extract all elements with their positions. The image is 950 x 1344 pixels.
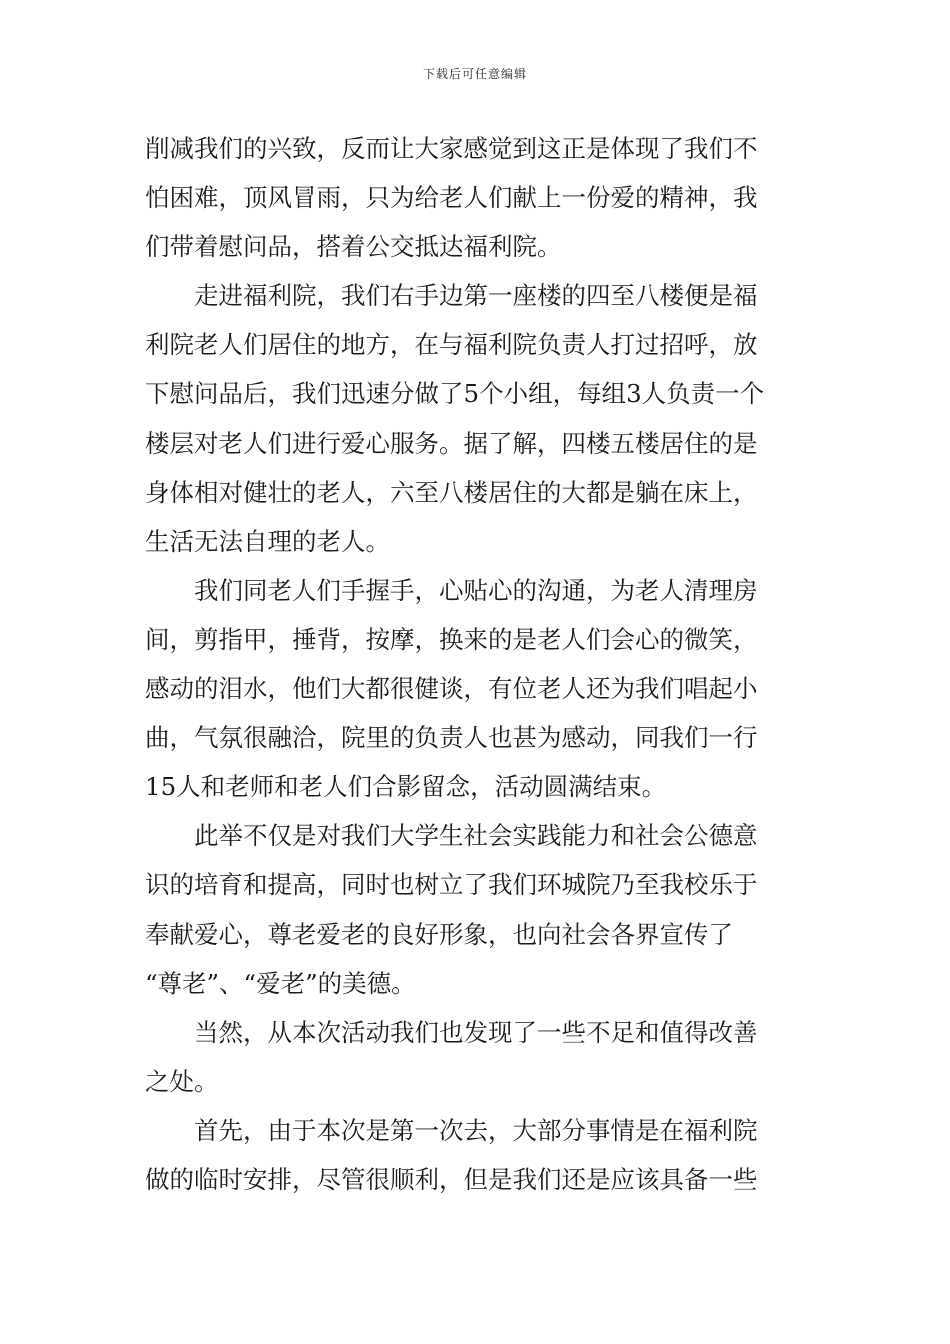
text-line: 们带着慰问品，搭着公交抵达福利院。 [145,232,562,262]
text-line: 感动的泪水，他们大都很健谈，有位老人还为我们唱起小 [145,674,758,704]
text-line: 此举不仅是对我们大学生社会实践能力和社会公德意 [194,821,758,851]
text-line: 之处。 [145,1066,219,1096]
text-line: “尊老”、“爱老”的美德。 [145,968,416,998]
paragraph [145,1008,810,1106]
paragraph [145,1106,810,1204]
text-line: 楼层对老人们进行爱心服务。据了解，四楼五楼居住的是 [145,428,758,458]
text-line: 当然，从本次活动我们也发现了一些不足和值得改善 [194,1017,758,1047]
text-line: 做的临时安排，尽管很顺利，但是我们还是应该具备一些 [145,1164,758,1194]
paragraph [145,271,810,566]
text-line: 15人和老师和老人们合影留念，活动圆满结束。 [145,772,667,802]
paragraph [145,124,810,271]
text-line: 奉献爱心，尊老爱老的良好形象，也向社会各界宣传了 [145,919,733,949]
text-line: 下慰问品后，我们迅速分做了5个小组，每组3人负责一个 [145,379,765,409]
text-line: 怕困难，顶风冒雨，只为给老人们献上一份爱的精神，我 [145,183,758,213]
text-line: 走进福利院，我们右手边第一座楼的四至八楼便是福 [194,281,758,311]
page-header: 下载后可任意编辑 [422,67,527,81]
paragraph [145,811,810,1007]
text-line: 削减我们的兴致，反而让大家感觉到这正是体现了我们不 [145,134,758,163]
text-line: 识的培育和提高，同时也树立了我们环城院乃至我校乐于 [145,870,758,900]
text-line: 生活无法自理的老人。 [145,526,390,556]
text-line: 我们同老人们手握手，心贴心的沟通，为老人清理房 [194,575,758,605]
text-line: 身体相对健壮的老人，六至八楼居住的大都是躺在床上， [145,477,758,507]
document-body [145,124,810,1204]
text-line: 利院老人们居住的地方，在与福利院负责人打过招呼，放 [145,330,758,360]
paragraph [145,566,810,811]
text-line: 曲，气氛很融洽，院里的负责人也甚为感动，同我们一行 [145,723,758,753]
text-line: 间，剪指甲，捶背，按摩，换来的是老人们会心的微笑， [145,624,758,654]
text-line: 首先，由于本次是第一次去，大部分事情是在福利院 [194,1115,758,1145]
